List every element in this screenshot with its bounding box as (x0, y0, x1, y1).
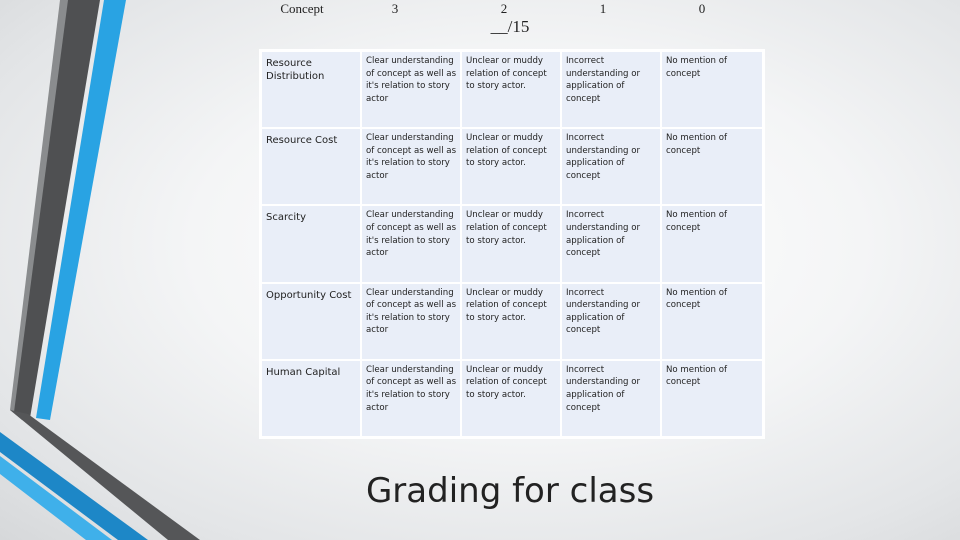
concept-cell: Human Capital (261, 360, 361, 437)
header-level-0: 0 (698, 1, 706, 16)
concept-cell: Resource Distribution (261, 51, 361, 128)
table-row (261, 51, 763, 128)
score-total: __/15 (490, 17, 530, 36)
level-3-cell: Clear understanding of concept as well as it's relation to story actor (361, 128, 461, 205)
level-0-cell: No mention of concept (661, 283, 763, 360)
concept-cell: Scarcity (261, 205, 361, 282)
level-2-cell: Unclear or muddy relation of concept to story actor. (461, 360, 561, 437)
header-concept-label: Concept (280, 1, 324, 16)
concept-cell: Opportunity Cost (261, 283, 361, 360)
level-3-cell: Clear understanding of concept as well as it's relation to story actor (361, 283, 461, 360)
table-row (261, 128, 763, 205)
slide-title: Grading for class (365, 471, 655, 511)
level-1-cell: Incorrect understanding or application of concept (561, 205, 661, 282)
level-2-cell: Unclear or muddy relation of concept to story actor. (461, 51, 561, 128)
level-2-cell: Unclear or muddy relation of concept to story actor. (461, 283, 561, 360)
level-1-cell: Incorrect understanding or application of concept (561, 128, 661, 205)
level-3-cell: Clear understanding of concept as well as it's relation to story actor (361, 51, 461, 128)
header-level-1: 1 (599, 1, 607, 16)
table-row (261, 283, 763, 360)
level-0-cell: No mention of concept (661, 205, 763, 282)
concept-cell: Resource Cost (261, 128, 361, 205)
level-0-cell: No mention of concept (661, 51, 763, 128)
level-2-cell: Unclear or muddy relation of concept to story actor. (461, 205, 561, 282)
header-level-3: 3 (391, 1, 399, 16)
level-2-cell: Unclear or muddy relation of concept to story actor. (461, 128, 561, 205)
level-3-cell: Clear understanding of concept as well as it's relation to story actor (361, 360, 461, 437)
level-3-cell: Clear understanding of concept as well as it's relation to story actor (361, 205, 461, 282)
header-level-2: 2 (500, 1, 508, 16)
level-1-cell: Incorrect understanding or application of concept (561, 51, 661, 128)
level-0-cell: No mention of concept (661, 128, 763, 205)
level-0-cell: No mention of concept (661, 360, 763, 437)
level-1-cell: Incorrect understanding or application of concept (561, 283, 661, 360)
level-1-cell: Incorrect understanding or application of concept (561, 360, 661, 437)
table-row (261, 360, 763, 437)
rubric-table (260, 50, 764, 438)
table-row (261, 205, 763, 282)
